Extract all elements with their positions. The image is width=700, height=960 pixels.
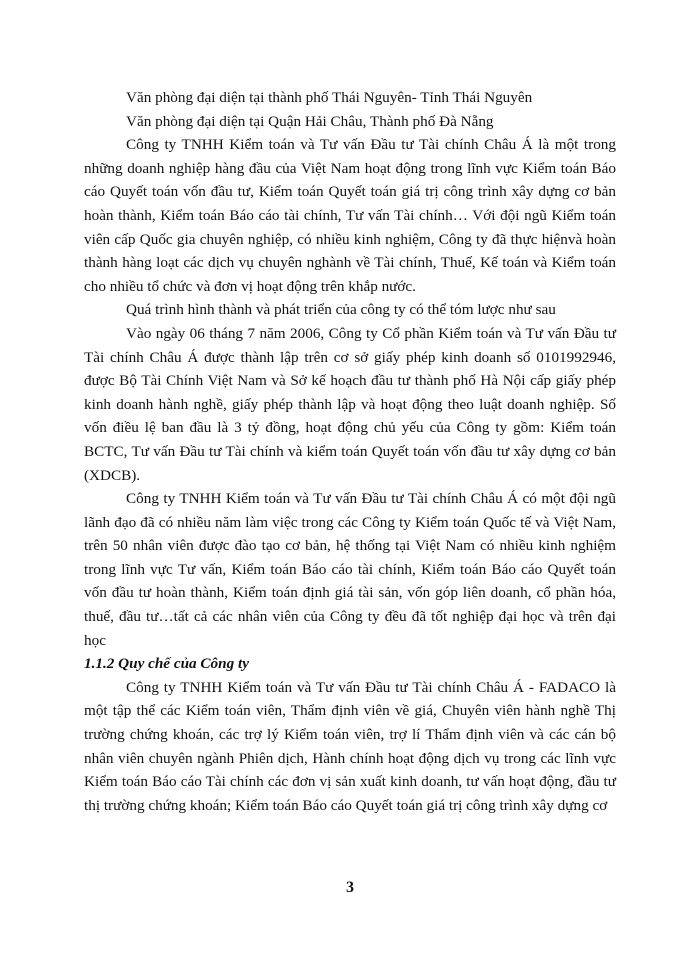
page-number: 3	[346, 879, 354, 896]
section-heading: 1.1.2 Quy chế của Công ty	[84, 655, 249, 673]
page-content	[84, 86, 616, 817]
paragraph-office-thai-nguyen: Văn phòng đại diện tại thành phố Thái Nguyên- Tỉnh Thái Nguyên	[126, 89, 533, 106]
paragraph-regulations: Công ty TNHH Kiểm toán và Tư vấn Đầu tư Tài chính Châu Á - FADACO là một tập thể các Kiểm toán viên, Thẩm định viên về giá, Chuyên viên hành nghề Thị trường chứng khoán, các trợ lý Kiểm toán viên, trợ lí Thẩm định viên và các cán bộ nhân viên chuyên ngành Phiên dịch, Hành chính hoạt động dịch vụ trong các lĩnh vực Kiểm toán Báo cáo Tài chính các đơn vị sản xuất kinh doanh, tư vấn hoạt động, đầu tư thị trường chứng khoán; Kiểm toán Báo cáo Quyết toán giá trị công trình xây dựng cơ	[84, 678, 616, 814]
paragraph-company-overview: Công ty TNHH Kiểm toán và Tư vấn Đầu tư Tài chính Châu Á là một trong những doanh nghiệp hàng đầu của Việt Nam hoạt động trong lĩnh vực Kiểm toán Báo cáo Quyết toán vốn đầu tư, Kiểm toán Quyết toán giá trị công trình xây dựng cơ bản hoàn thành, Kiểm toán Báo cáo tài chính, Tư vấn Tài chính… Với đội ngũ Kiểm toán viên cấp Quốc gia chuyên nghiệp, có nhiều kinh nghiệm, Công ty đã thực hiệnvà hoàn thành hàng loạt các dịch vụ chuyên nghành về Tài chính, Thuế, Kế toán và Kiểm toán cho nhiều tổ chức và đơn vị hoạt động trên khắp nước.	[84, 136, 616, 295]
paragraph-office-da-nang: Văn phòng đại diện tại Quận Hải Châu, Thành phố Đà Nẵng	[126, 112, 494, 130]
paragraph-founding: Vào ngày 06 tháng 7 năm 2006, Công ty Cổ phần Kiểm toán và Tư vấn Đầu tư Tài chính Châu Á được thành lập trên cơ sở giấy phép kinh doanh số 0101992946, được Bộ Tài Chính Việt Nam và Sở kế hoạch đầu tư thành phố Hà Nội cấp giấy phép kinh doanh hành nghề, giấy phép thành lập và hoạt động theo luật doanh nghiệp. Số vốn điều lệ ban đầu là 3 tỷ đồng, hoạt động chủ yếu của Công ty gồm: Kiểm toán BCTC, Tư vấn Đầu tư Tài chính và kiểm toán Quyết toán vốn đầu tư xây dựng cơ bản (XDCB).	[84, 324, 616, 484]
paragraph-leadership: Công ty TNHH Kiểm toán và Tư vấn Đầu tư Tài chính Châu Á có một đội ngũ lãnh đạo đã có nhiều năm làm việc trong các Công ty Kiểm toán Quốc tế và Việt Nam, trên 50 nhân viên được đào tạo cơ bản, hệ thống tại Việt Nam có nhiều kinh nghiệm trong lĩnh vực Tư vấn, Kiểm toán Báo cáo tài chính, Kiểm toán Báo cáo Quyết toán vốn đầu tư hoàn thành, Kiểm toán định giá tài sản, vốn góp liên doanh, cổ phần hóa, thuế, đầu tư…tất cả các nhân viên của Công ty đều đã tốt nghiệp đại học và trên đại học	[84, 490, 616, 649]
paragraph-history-intro: Quá trình hình thành và phát triển của công ty có thể tóm lược như sau	[126, 301, 556, 319]
